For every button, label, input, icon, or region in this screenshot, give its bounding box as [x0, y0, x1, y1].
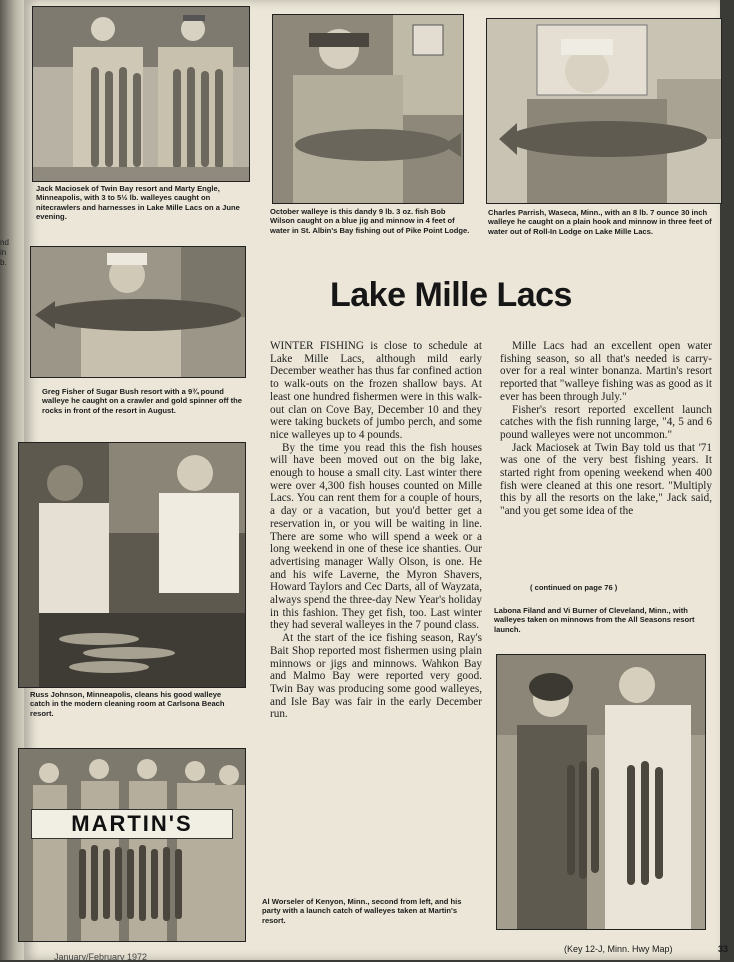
photo-illustration — [19, 443, 245, 687]
page-number: 33 — [717, 944, 728, 954]
photo-bob-wilson-walleye — [272, 14, 464, 204]
caption-photo-4: Greg Fisher of Sugar Bush resort with a 9¾ pound walleye he caught on a crawler and gold spinner off the rocks in front of the resort in August. — [42, 387, 243, 415]
issue-date: January/February 1972 — [54, 952, 148, 962]
magazine-page — [24, 0, 728, 962]
caption-photo-7: Al Worseler of Kenyon, Minn., second from left, and his party with a launch catch of walleyes taken at Martin's resort. — [262, 897, 462, 925]
article-column-1 — [270, 340, 482, 721]
article-paragraph: WINTER FISHING is close to schedule at Lake Mille Lacs, although mild early December weather has thus far confined action to walk-outs on the frozen shallow bays. At least one hundred fishermen were in this walk-out clan on Cove Bay, December 10 and they were taking buckets of jumbo perch, and some nice walleyes up to 4 pounds. — [270, 340, 482, 441]
article-column-2 — [500, 340, 712, 518]
photo-illustration — [19, 749, 245, 941]
caption-photo-2: October walleye is this dandy 9 lb. 3 oz. fish Bob Wilson caught on a blue jig and minnow in 4 feet of water in St. Albin's Bay fishing out of Pike Point Lodge. — [270, 207, 470, 235]
article-paragraph: By the time you read this the fish houses will have been moved out on the big lake, enough to house a small city. Last winter there were over 4,300 fish houses counted on Mille Lacs. You can rent them for a couple of hours, a day or a vacation, but you'd better get a reservation in, or you will be waiting in line. There are some who will spend a week or a long weekend in one of these ice shanties. Our advertising manager Wally Olson, is one. He and his wife Laverne, the Myron Shavers, Howard Taylors and Cec Darts, all of Wayzata, always spend the three-day New Year's holiday in this fashion. They get fish, too. Last winter they had several walleyes in the 7 pound class. — [270, 441, 482, 632]
continued-note: ( continued on page 76 ) — [530, 583, 618, 592]
martins-sign: MARTIN'S — [31, 809, 233, 839]
photo-illustration — [33, 7, 249, 181]
caption-photo-3: Charles Parrish, Waseca, Minn., with an 8 lb. 7 ounce 30 inch walleye he caught on a plain hook and minnow in three feet of water out of Roll-In Lodge on Lake Mille Lacs. — [488, 208, 712, 236]
caption-photo-6: Labona Filand and Vi Burner of Cleveland, Minn., with walleyes taken on minnows from the All Seasons resort launch. — [494, 606, 695, 634]
article-paragraph: Mille Lacs had an excellent open water fishing season, so all that's needed is carry-over for a real winter bonanza. Martin's resort reported that "walleye fishing was as good as it ever has been through July." — [500, 340, 712, 403]
photo-russ-johnson-cleaning-room — [18, 442, 246, 688]
photo-illustration — [497, 655, 705, 929]
photo-illustration — [31, 247, 245, 377]
article-paragraph: At the start of the ice fishing season, Ray's Bait Shop reported most fishermen using plain minnows or jigs and minnows. Wahkon Bay and Malmo Bay were reported very good. Twin Bay was producing some good walleyes, and Isle Bay was fair in the early December run. — [270, 632, 482, 721]
article-headline: Lake Mille Lacs — [330, 276, 572, 314]
previous-page-text-fragment: nd in b. — [0, 238, 9, 267]
caption-photo-5: Russ Johnson, Minneapolis, cleans his good walleye catch in the modern cleaning room at Carlsona Beach resort. — [30, 690, 225, 718]
photo-two-women-with-walleyes — [496, 654, 706, 930]
photo-two-men-with-walleye-stringers — [32, 6, 250, 182]
photo-illustration — [487, 19, 721, 203]
article-paragraph: Jack Maciosek at Twin Bay told us that '71 was one of the very best fishing years. It started right from opening weekend when 400 fish were cleaned at this one resort. "Multiply this by all the resorts on the lake," Jack said, "and you get some idea of the — [500, 441, 712, 518]
photo-greg-fisher-walleye — [30, 246, 246, 378]
photo-martins-resort-party — [18, 748, 246, 942]
caption-photo-1: Jack Maciosek of Twin Bay resort and Marty Engle, Minneapolis, with 3 to 5½ lb. walleyes caught on nitecrawlers and harnesses in Lake Mille Lacs on a June evening. — [36, 184, 240, 222]
map-reference: (Key 12-J, Minn. Hwy Map) — [564, 944, 673, 954]
photo-illustration — [273, 15, 463, 203]
photo-charles-parrish-walleye — [486, 18, 722, 204]
article-paragraph: Fisher's resort reported excellent launch catches with the fish running large, "4, 5 and 6 pound walleyes were not uncommon." — [500, 403, 712, 441]
